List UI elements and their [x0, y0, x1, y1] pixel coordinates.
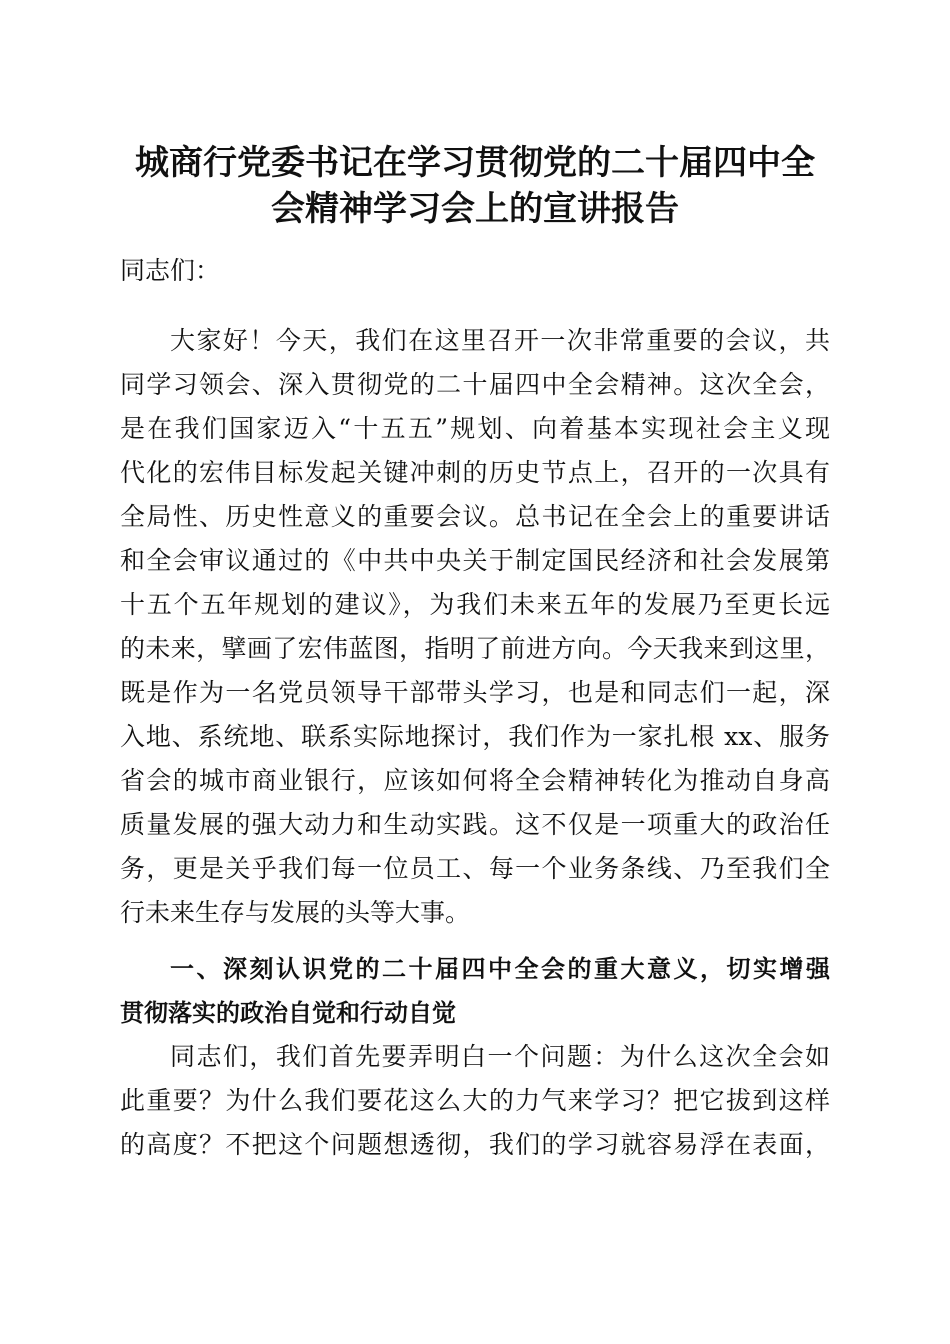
salutation: 同志们： — [120, 256, 221, 285]
paragraph-line: 既是作为一名党员领导干部带头学习，也是和同志们一起，深 — [120, 678, 830, 707]
paragraph-line: 同志们，我们首先要弄明白一个问题：为什么这次全会如 — [170, 1042, 830, 1071]
paragraph-line: 和全会审议通过的《中共中央关于制定国民经济和社会发展第 — [120, 546, 830, 575]
paragraph-line: 的未来，擘画了宏伟蓝图，指明了前进方向。今天我来到这里， — [120, 634, 830, 663]
paragraph-line: 省会的城市商业银行，应该如何将全会精神转化为推动自身高 — [120, 766, 830, 795]
paragraph-line: 此重要？为什么我们要花这么大的力气来学习？把它拔到这样 — [120, 1086, 830, 1115]
paragraph-line: 是在我们国家迈入“十五五”规划、向着基本实现社会主义现 — [120, 414, 830, 443]
paragraph-line: 质量发展的强大动力和生动实践。这不仅是一项重大的政治任 — [120, 810, 830, 839]
section-heading-line: 贯彻落实的政治自觉和行动自觉 — [120, 999, 456, 1027]
document-title-line-1: 城商行党委书记在学习贯彻党的二十届四中全 — [135, 143, 815, 183]
document-title-line-2: 会精神学习会上的宣讲报告 — [271, 189, 679, 229]
paragraph-line: 全局性、历史性意义的重要会议。总书记在全会上的重要讲话 — [120, 502, 830, 531]
paragraph-line: 务，更是关乎我们每一位员工、每一个业务条线、乃至我们全 — [120, 854, 830, 883]
paragraph-line: 行未来生存与发展的头等大事。 — [120, 898, 471, 927]
section-heading-line: 一、深刻认识党的二十届四中全会的重大意义，切实增强 — [170, 955, 830, 983]
paragraph-line: 代化的宏伟目标发起关键冲刺的历史节点上，召开的一次具有 — [120, 458, 830, 487]
paragraph-line: 十五个五年规划的建议》，为我们未来五年的发展乃至更长远 — [120, 590, 830, 619]
paragraph-line: 大家好！今天，我们在这里召开一次非常重要的会议，共 — [170, 326, 830, 355]
paragraph-line: 入地、系统地、联系实际地探讨，我们作为一家扎根 xx、服务 — [120, 722, 830, 751]
paragraph-line: 的高度？不把这个问题想透彻，我们的学习就容易浮在表面， — [120, 1130, 830, 1159]
paragraph-line: 同学习领会、深入贯彻党的二十届四中全会精神。这次全会， — [120, 370, 830, 399]
